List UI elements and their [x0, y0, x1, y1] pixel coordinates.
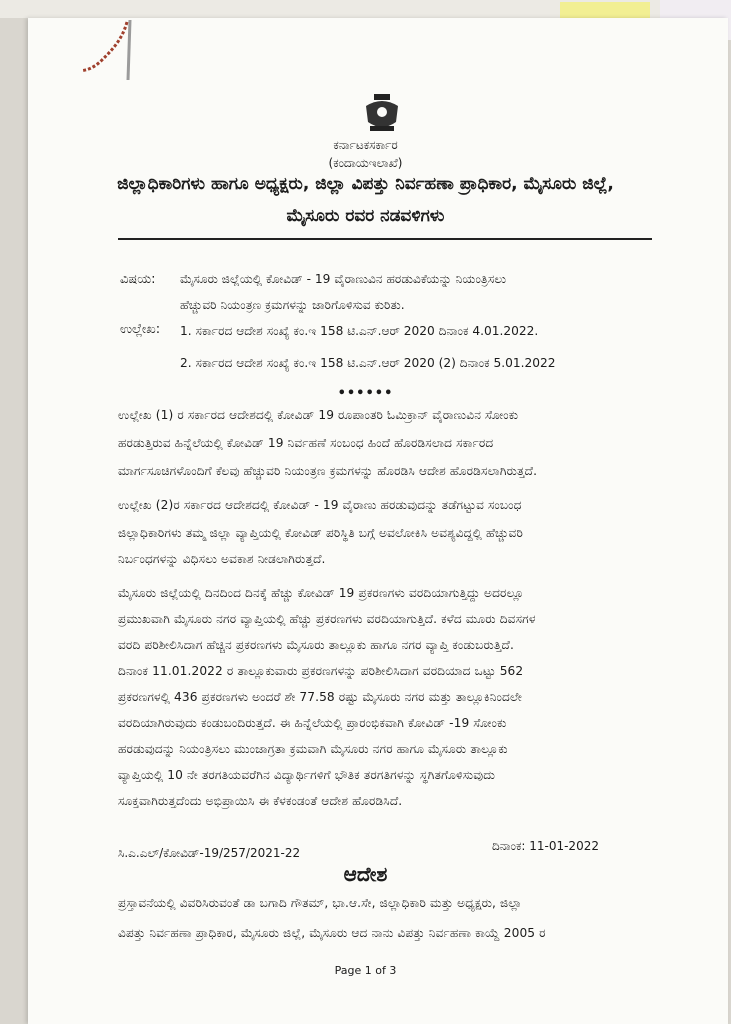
- reference-label: ಉಲ್ಲೇಖ:: [120, 322, 161, 337]
- paragraph-3-line: ಪ್ರಮುಖವಾಗಿ ಮೈಸೂರು ನಗರ ವ್ಯಾಪ್ತಿಯಲ್ಲಿ ಹೆಚ್ಚು ಪ್ರಕರಣಗಳು ವರದಿಯಾಗುತ್ತಿದೆ. ಕಳೆದ ಮೂರು ದಿವಸಗಳ: [118, 612, 536, 626]
- order-date: ದಿನಾಂಕ: 11-01-2022: [492, 839, 599, 853]
- paragraph-3-line: ವ್ಯಾಪ್ತಿಯಲ್ಲಿ 10 ನೇ ತರಗತಿಯವರೆಗಿನ ವಿದ್ಯಾರ್ಥಿಗಳಿಗೆ ಭೌತಿಕ ತರಗತಿಗಳನ್ನು ಸ್ಥಗಿತಗೊಳಿಸುವುದು: [118, 768, 496, 782]
- paragraph-1-line: ಮಾರ್ಗಸೂಚಿಗಳೊಂದಿಗೆ ಕೆಲವು ಹೆಚ್ಚುವರಿ ನಿಯಂತ್ರಣ ಕ್ರಮಗಳನ್ನು ಹೊರಡಿಸಿ ಆದೇಶ ಹೊರಡಿಸಲಾಗಿರುತ್ತದೆ.: [118, 464, 538, 478]
- page-number: Page 1 of 3: [334, 964, 397, 977]
- subject-line-2: ಹೆಚ್ಚುವರಿ ನಿಯಂತ್ರಣ ಕ್ರಮಗಳನ್ನು ಜಾರಿಗೊಳಿಸುವ ಕುರಿತು.: [180, 298, 405, 312]
- paragraph-3-line: ಹರಡುವುದನ್ನು ನಿಯಂತ್ರಿಸಲು ಮುಂಜಾಗ್ರತಾ ಕ್ರಮವಾಗಿ ಮೈಸೂರು ನಗರ ಹಾಗೂ ಮೈಸೂರು ತಾಲ್ಲೂಕು: [118, 742, 508, 756]
- paragraph-2-line: ನಿರ್ಬಂಧಗಳನ್ನು ವಿಧಿಸಲು ಅವಕಾಶ ನೀಡಲಾಗಿರುತ್ತದೆ.: [118, 552, 326, 566]
- header-divider: [118, 238, 652, 240]
- reference-number: ಸಿ.ಎ.ಎಲ್/ಕೋವಿಡ್-19/257/2021-22: [118, 846, 301, 860]
- paragraph-2-line: ಉಲ್ಲೇಖ (2)ರ ಸರ್ಕಾರದ ಆದೇಶದಲ್ಲಿ ಕೋವಿಡ್ - 19 ವೈರಾಣು ಹರಡುವುದನ್ನು ತಡೆಗಟ್ಟುವ ಸಂಬಂಧ: [118, 498, 522, 512]
- department-name: (ಕಂದಾಯಇಲಾಖೆ): [328, 156, 403, 170]
- paragraph-1-line: ಹರಡುತ್ತಿರುವ ಹಿನ್ನೆಲೆಯಲ್ಲಿ ಕೋವಿಡ್ 19 ನಿರ್ವಹಣೆ ಸಂಬಂಧ ಹಿಂದೆ ಹೊರಡಿಸಲಾದ ಸರ್ಕಾರದ: [118, 436, 494, 450]
- sticky-note-flag: [560, 2, 650, 18]
- tag-string-icon: [82, 20, 132, 80]
- separator: ••••••: [337, 386, 394, 401]
- document-subtitle: ಮೈಸೂರು ರವರ ನಡವಳಿಗಳು: [286, 206, 445, 226]
- karnataka-emblem-icon: [360, 92, 404, 136]
- paragraph-3-line: ಮೈಸೂರು ಜಿಲ್ಲೆಯಲ್ಲಿ ದಿನದಿಂದ ದಿನಕ್ಕೆ ಹೆಚ್ಚು ಕೋವಿಡ್ 19 ಪ್ರಕರಣಗಳು ವರದಿಯಾಗುತ್ತಿದ್ದು ಅದರಲ್ಲೂ: [118, 586, 524, 600]
- subject-label: ವಿಷಯ:: [120, 272, 156, 287]
- paragraph-4-line: ಪ್ರಸ್ತಾವನೆಯಲ್ಲಿ ವಿವರಿಸಿರುವಂತೆ ಡಾ ಬಗಾದಿ ಗೌತಮ್, ಭಾ.ಆ.ಸೇ, ಜಿಲ್ಲಾಧಿಕಾರಿ ಮತ್ತು ಅಧ್ಯಕ್ಷರು, ಜಿಲ್ಲಾ: [118, 896, 523, 910]
- subject-line-1: ಮೈಸೂರು ಜಿಲ್ಲೆಯಲ್ಲಿ ಕೋವಿಡ್ - 19 ವೈರಾಣುವಿನ ಹರಡುವಿಕೆಯನ್ನು ನಿಯಂತ್ರಿಸಲು: [180, 272, 507, 286]
- reference-item-2: 2. ಸರ್ಕಾರದ ಆದೇಶ ಸಂಖ್ಯೆ ಕಂ.ಇ 158 ಟಿ.ಎನ್.ಆರ್ 2020 (2) ದಿನಾಂಕ 5.01.2022: [180, 356, 556, 370]
- paragraph-3-line: ಪ್ರಕರಣಗಳಲ್ಲಿ 436 ಪ್ರಕರಣಗಳು ಅಂದರೆ ಶೇ 77.58 ರಷ್ಟು ಮೈಸೂರು ನಗರ ಮತ್ತು ತಾಲ್ಲೂಕಿನಿಂದಲೇ: [118, 690, 522, 704]
- paragraph-3-line: ವರದಿ ಪರಿಶೀಲಿಸಿದಾಗ ಹೆಚ್ಚಿನ ಪ್ರಕರಣಗಳು ಮೈಸೂರು ತಾಲ್ಲೂಕು ಹಾಗೂ ನಗರ ವ್ಯಾಪ್ತಿ ಕಂಡುಬರುತ್ತಿದೆ.: [118, 638, 514, 652]
- paragraph-3-line: ವರದಿಯಾಗಿರುವುದು ಕಂಡುಬಂದಿರುತ್ತದೆ. ಈ ಹಿನ್ನೆಲೆಯಲ್ಲಿ ಪ್ರಾರಂಭಿಕವಾಗಿ ಕೋವಿಡ್ -19 ಸೋಂಕು: [118, 716, 507, 730]
- document-title: ಜಿಲ್ಲಾಧಿಕಾರಿಗಳು ಹಾಗೂ ಅಧ್ಯಕ್ಷರು, ಜಿಲ್ಲಾ ವಿಪತ್ತು ನಿರ್ವಹಣಾ ಪ್ರಾಧಿಕಾರ, ಮೈಸೂರು ಜಿಲ್ಲೆ,: [117, 174, 614, 194]
- paragraph-4-line: ವಿಪತ್ತು ನಿರ್ವಹಣಾ ಪ್ರಾಧಿಕಾರ, ಮೈಸೂರು ಜಿಲ್ಲೆ, ಮೈಸೂರು ಆದ ನಾನು ವಿಪತ್ತು ನಿರ್ವಹಣಾ ಕಾಯ್ದೆ 2005 ರ: [118, 926, 546, 940]
- paragraph-1-line: ಉಲ್ಲೇಖ (1) ರ ಸರ್ಕಾರದ ಆದೇಶದಲ್ಲಿ ಕೋವಿಡ್ 19 ರೂಪಾಂತರಿ ಓಮಿಕ್ರಾನ್ ವೈರಾಣುವಿನ ಸೋಂಕು: [118, 408, 519, 422]
- order-heading: ಆದೇಶ: [343, 862, 388, 886]
- paragraph-3-line: ಸೂಕ್ತವಾಗಿರುತ್ತದೆಂದು ಅಭಿಪ್ರಾಯಿಸಿ ಈ ಕೆಳಕಂಡಂತೆ ಆದೇಶ ಹೊರಡಿಸಿದೆ.: [118, 794, 403, 808]
- reference-item-1: 1. ಸರ್ಕಾರದ ಆದೇಶ ಸಂಖ್ಯೆ ಕಂ.ಇ 158 ಟಿ.ಎನ್.ಆರ್ 2020 ದಿನಾಂಕ 4.01.2022.: [180, 324, 539, 338]
- paragraph-2-line: ಜಿಲ್ಲಾಧಿಕಾರಿಗಳು ತಮ್ಮ ಜಿಲ್ಲಾ ವ್ಯಾಪ್ತಿಯಲ್ಲಿ ಕೋವಿಡ್ ಪರಿಸ್ಥಿತಿ ಬಗ್ಗೆ ಅವಲೋಕಿಸಿ ಅವಶ್ಯವಿದ್ದಲ್ಲಿ ಹೆಚ್ಚುವರಿ: [118, 526, 523, 540]
- government-name: ಕರ್ನಾಟಕಸರ್ಕಾರ: [333, 138, 398, 152]
- paragraph-3-line: ದಿನಾಂಕ 11.01.2022 ರ ತಾಲ್ಲೂಕುವಾರು ಪ್ರಕರಣಗಳನ್ನು ಪರಿಶೀಲಿಸಿದಾಗ ವರದಿಯಾದ ಒಟ್ಟು 562: [118, 664, 524, 678]
